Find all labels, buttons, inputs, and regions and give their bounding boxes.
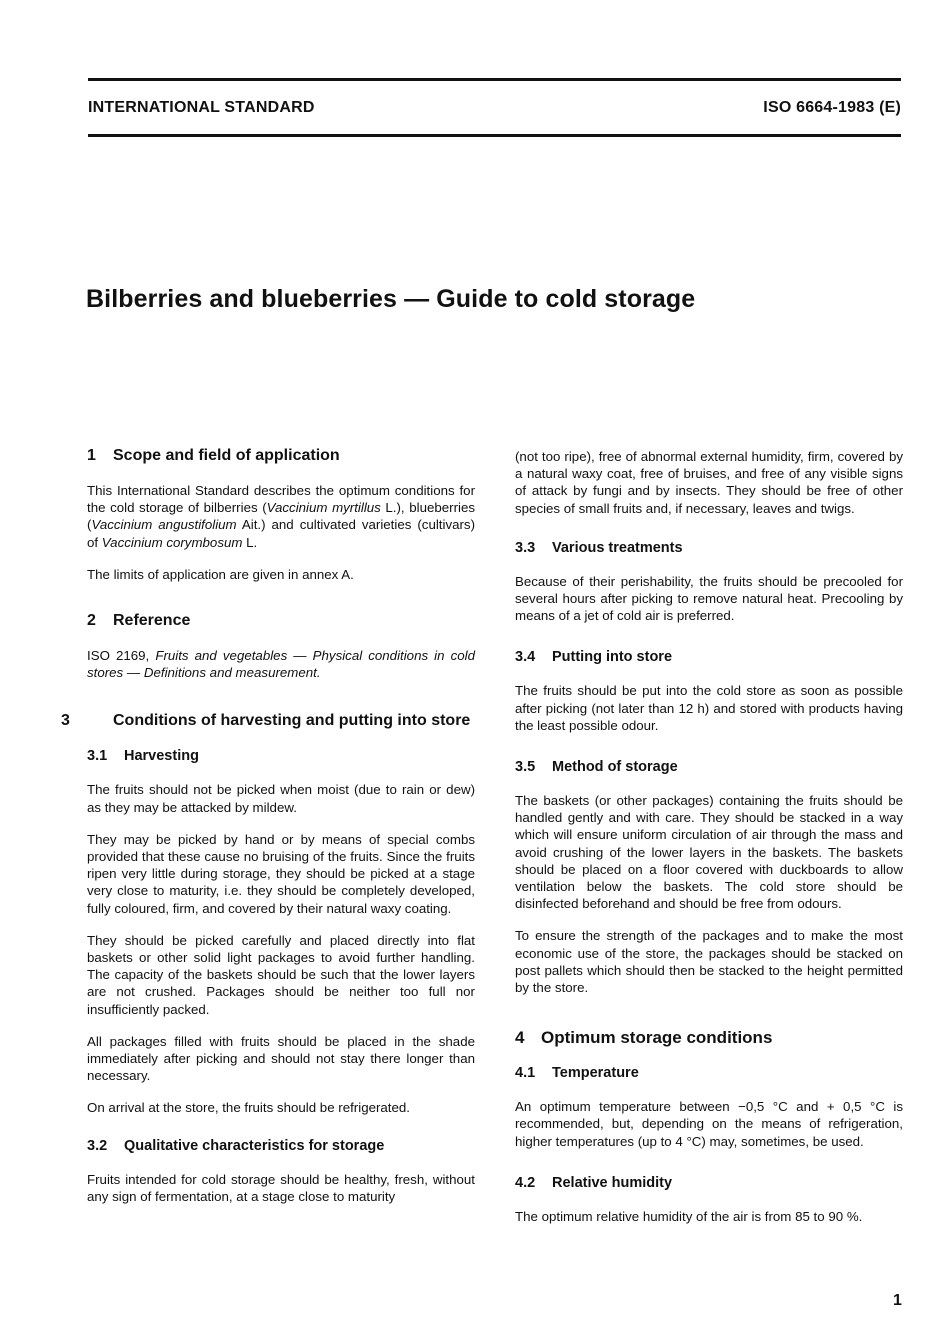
left-column	[61, 446, 475, 1220]
section-4-heading: 4 Optimum storage conditions	[515, 1028, 773, 1048]
section-3-2-heading: 3.2 Qualitative characteristics for storage	[87, 1137, 385, 1154]
section-3-5-heading: 3.5 Method of storage	[515, 759, 678, 776]
section-3-1-paragraph-2: They may be picked by hand or by means of special combs provided that these cause no bruising of the fruits. Since the fruits ripen very little during storage, they should be picked at a stage very close to maturity, i.e. they should be completely developed, fully coloured, firm, and covered by their natural waxy coating.	[87, 831, 475, 916]
section-1-paragraph-1: This International Standard describes the optimum conditions for the cold storage of bilberries (Vaccinium myrtillus L.), blueberries (Vaccinium angustifolium Ait.) and cultivated varieties (cultivars) of Vaccinium corymbosum L.	[87, 483, 475, 550]
section-3-5-paragraph-2: To ensure the strength of the packages and to make the most economic use of the store, the packages should be stacked on post pallets which should then be stacked to the height permitted by the store.	[515, 928, 903, 996]
section-3-1-paragraph-3: They should be picked carefully and placed directly into flat baskets or other solid light packages to avoid further handling. The capacity of the baskets should be such that the lower layers are not crushed. Packages should be neither too full nor insufficiently packed.	[87, 932, 475, 1017]
section-3-2-paragraph-1: Fruits intended for cold storage should be healthy, fresh, without any sign of fermentation, at a stage close to maturity	[87, 1171, 475, 1204]
section-3-heading: 3 Conditions of harvesting and putting into store	[61, 712, 471, 730]
section-3-1-paragraph-1: The fruits should not be picked when moist (due to rain or dew) as they may be attacked by mildew.	[87, 782, 475, 815]
section-4-1-heading: 4.1 Temperature	[515, 1065, 639, 1082]
section-1-heading: 1 Scope and field of application	[87, 447, 340, 464]
section-3-3-paragraph-1: Because of their perishability, the fruits should be precooled for several hours after picking to remove natural heat. Precooling by means of a jet of cold air is preferred.	[515, 573, 903, 624]
right-column	[515, 448, 903, 1240]
section-1-paragraph-2: The limits of application are given in annex A.	[87, 566, 354, 582]
section-3-3-heading: 3.3 Various treatments	[515, 539, 683, 556]
section-4-2-heading: 4.2 Relative humidity	[515, 1174, 673, 1191]
section-3-1-heading: 3.1 Harvesting	[87, 748, 199, 765]
header-bottom-rule	[88, 134, 901, 137]
section-3-1-paragraph-4: All packages filled with fruits should be placed in the shade immediately after picking and should not stay there longer than necessary.	[87, 1033, 475, 1084]
section-2-heading: 2 Reference	[87, 612, 191, 630]
top-rule	[88, 78, 901, 81]
page-number: 1	[893, 1292, 902, 1309]
header-standard-label: INTERNATIONAL STANDARD	[88, 99, 315, 116]
header-standard-number: ISO 6664-1983 (E)	[763, 99, 901, 116]
document-title: Bilberries and blueberries — Guide to cold storage	[86, 285, 696, 313]
section-3-4-paragraph-1: The fruits should be put into the cold store as soon as possible after picking (not later than 12 h) and stored with products having the least possible odour.	[515, 683, 903, 733]
section-3-4-heading: 3.4 Putting into store	[515, 649, 673, 666]
section-4-2-paragraph-1: The optimum relative humidity of the air is from 85 to 90 %.	[515, 1208, 863, 1224]
section-2-paragraph-1: ISO 2169, Fruits and vegetables — Physical conditions in cold stores — Definitions and measurement.	[87, 648, 475, 681]
section-4-1-paragraph-1: An optimum temperature between −0,5 °C and + 0,5 °C is recommended, but, depending on the means of refrigeration, higher temperatures (up to 4 °C) may, sometimes, be used.	[515, 1099, 903, 1149]
section-3-5-paragraph-1: The baskets (or other packages) containing the fruits should be handled gently and with care. They should be stacked in a way which will ensure uniform circulation of air through the mass and avoid crushing of the lower layers in the baskets. The baskets should be placed on a floor covered with duckboards to allow ventilation below the baskets. The cold store should be disinfected beforehand and should be free from odours.	[515, 793, 903, 912]
section-3-2-continued: (not too ripe), free of abnormal external humidity, firm, covered by a natural waxy coat, free of bruises, and free of any visible signs of attack by fungi and by insects. They should be free of other species of small fruits and, if necessary, leaves and twigs.	[515, 449, 903, 516]
section-3-1-paragraph-5: On arrival at the store, the fruits should be refrigerated.	[87, 1100, 410, 1116]
